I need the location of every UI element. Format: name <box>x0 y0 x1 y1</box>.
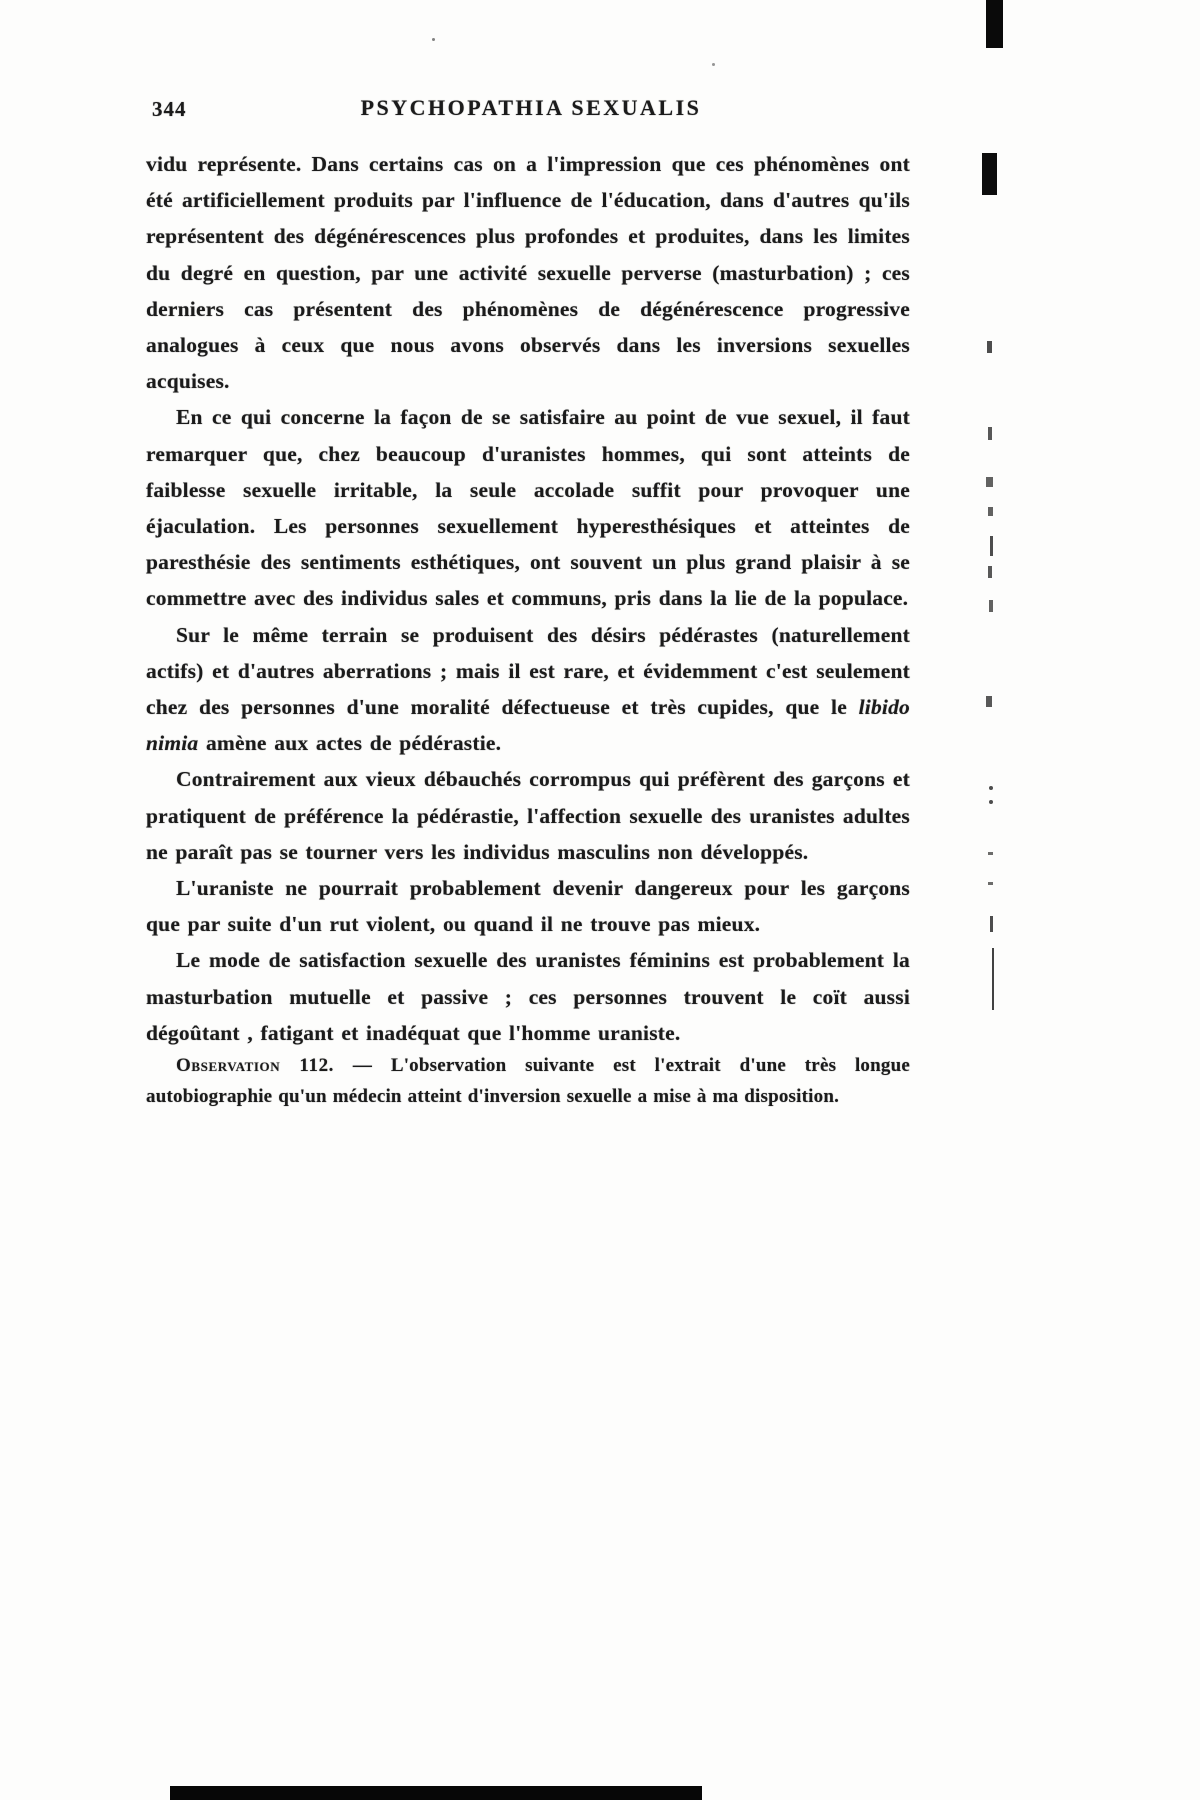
scan-artifact-mark <box>990 916 993 932</box>
paragraph: Contrairement aux vieux débauchés corrompus qui préfèrent des garçons et pratiquent de préférence la pédérastie, l'affection sexuelle des uranistes adultes ne paraît pas se tourner vers les individus masculins non développés. <box>146 767 910 864</box>
scan-artifact-mark <box>988 852 993 855</box>
paragraph-continuation: vidu représente. Dans certains cas on a l'impression que ces phénomènes ont été artificiellement produits par l'influence de l'éducation, dans d'autres qu'ils représentent des dégénérescences plus profondes et produites, dans les limites du degré en question, par une activité sexuelle perverse (masturbation) ; ces derniers cas présentent des phénomènes de dégénérescence progressive analogues à ceux que nous avons observés dans les inversions sexuelles acquises. <box>146 152 910 394</box>
page-header <box>150 95 912 125</box>
page-body <box>146 146 910 1112</box>
paragraph: L'uraniste ne pourrait probablement devenir dangereux pour les garçons que par suite d'un rut violent, ou quand il ne trouve pas mieux. <box>146 876 910 937</box>
scan-artifact-mark <box>986 477 993 487</box>
scan-artifact-mark <box>986 696 992 707</box>
scan-artifact-mark <box>989 600 993 612</box>
paragraph <box>146 617 910 762</box>
observation-label: Observation 112. <box>176 1055 335 1077</box>
paragraph-text: Sur le même terrain se produisent des désirs pédérastes (naturellement actifs) et d'autres aberrations ; mais il est rare, et évidemment c'est seulement chez des personnes d'une moralité défectueuse et très cupides, que le <box>146 622 910 720</box>
observation-text: — L'observation suivante est l'extrait d'une très longue autobiographie qu'un médecin atteint d'inversion sexuelle a mise à ma disposition. <box>146 1055 911 1107</box>
scan-artifact-mark <box>987 341 992 353</box>
scan-artifact-mark <box>988 427 992 440</box>
scan-artifact-mark <box>988 882 993 885</box>
scan-artifact-speck <box>432 38 435 41</box>
observation-paragraph <box>146 1051 910 1112</box>
scan-artifact-mark <box>992 948 994 1010</box>
scan-artifact-mark <box>989 786 993 790</box>
scan-artifact-mark <box>988 566 992 578</box>
italic-phrase: libido nimia <box>146 695 910 756</box>
scan-artifact-corner <box>986 0 1003 48</box>
scan-artifact-right-block <box>982 153 997 195</box>
scan-artifact-mark <box>990 536 993 556</box>
paragraph: En ce qui concerne la façon de se satisfaire au point de vue sexuel, il faut remarquer que, chez beaucoup d'uranistes hommes, qui sont atteints de faiblesse sexuelle irritable, la seule accolade suffit pour provoquer une éjaculation. Les personnes sexuellement hyperesthésiques et atteintes de paresthésie des sentiments esthétiques, ont souvent un plus grand plaisir à se commettre avec des individus sales et communs, pris dans la lie de la populace. <box>146 405 910 611</box>
page-number: 344 <box>152 97 187 121</box>
paragraph-text: amène aux actes de pédérastie. <box>198 731 502 756</box>
running-title: PSYCHOPATHIA SEXUALIS <box>360 95 702 120</box>
paragraph: Le mode de satisfaction sexuelle des uranistes féminins est probablement la masturbation mutuelle et passive ; ces personnes trouvent le coït aussi dégoûtant , fatigant et inadéquat que l'homme uraniste. <box>146 948 910 1045</box>
scan-artifact-speck <box>712 63 715 66</box>
scan-artifact-mark <box>988 507 993 516</box>
scan-artifact-mark <box>989 800 993 804</box>
scan-artifact-bottom-bar <box>170 1786 702 1800</box>
